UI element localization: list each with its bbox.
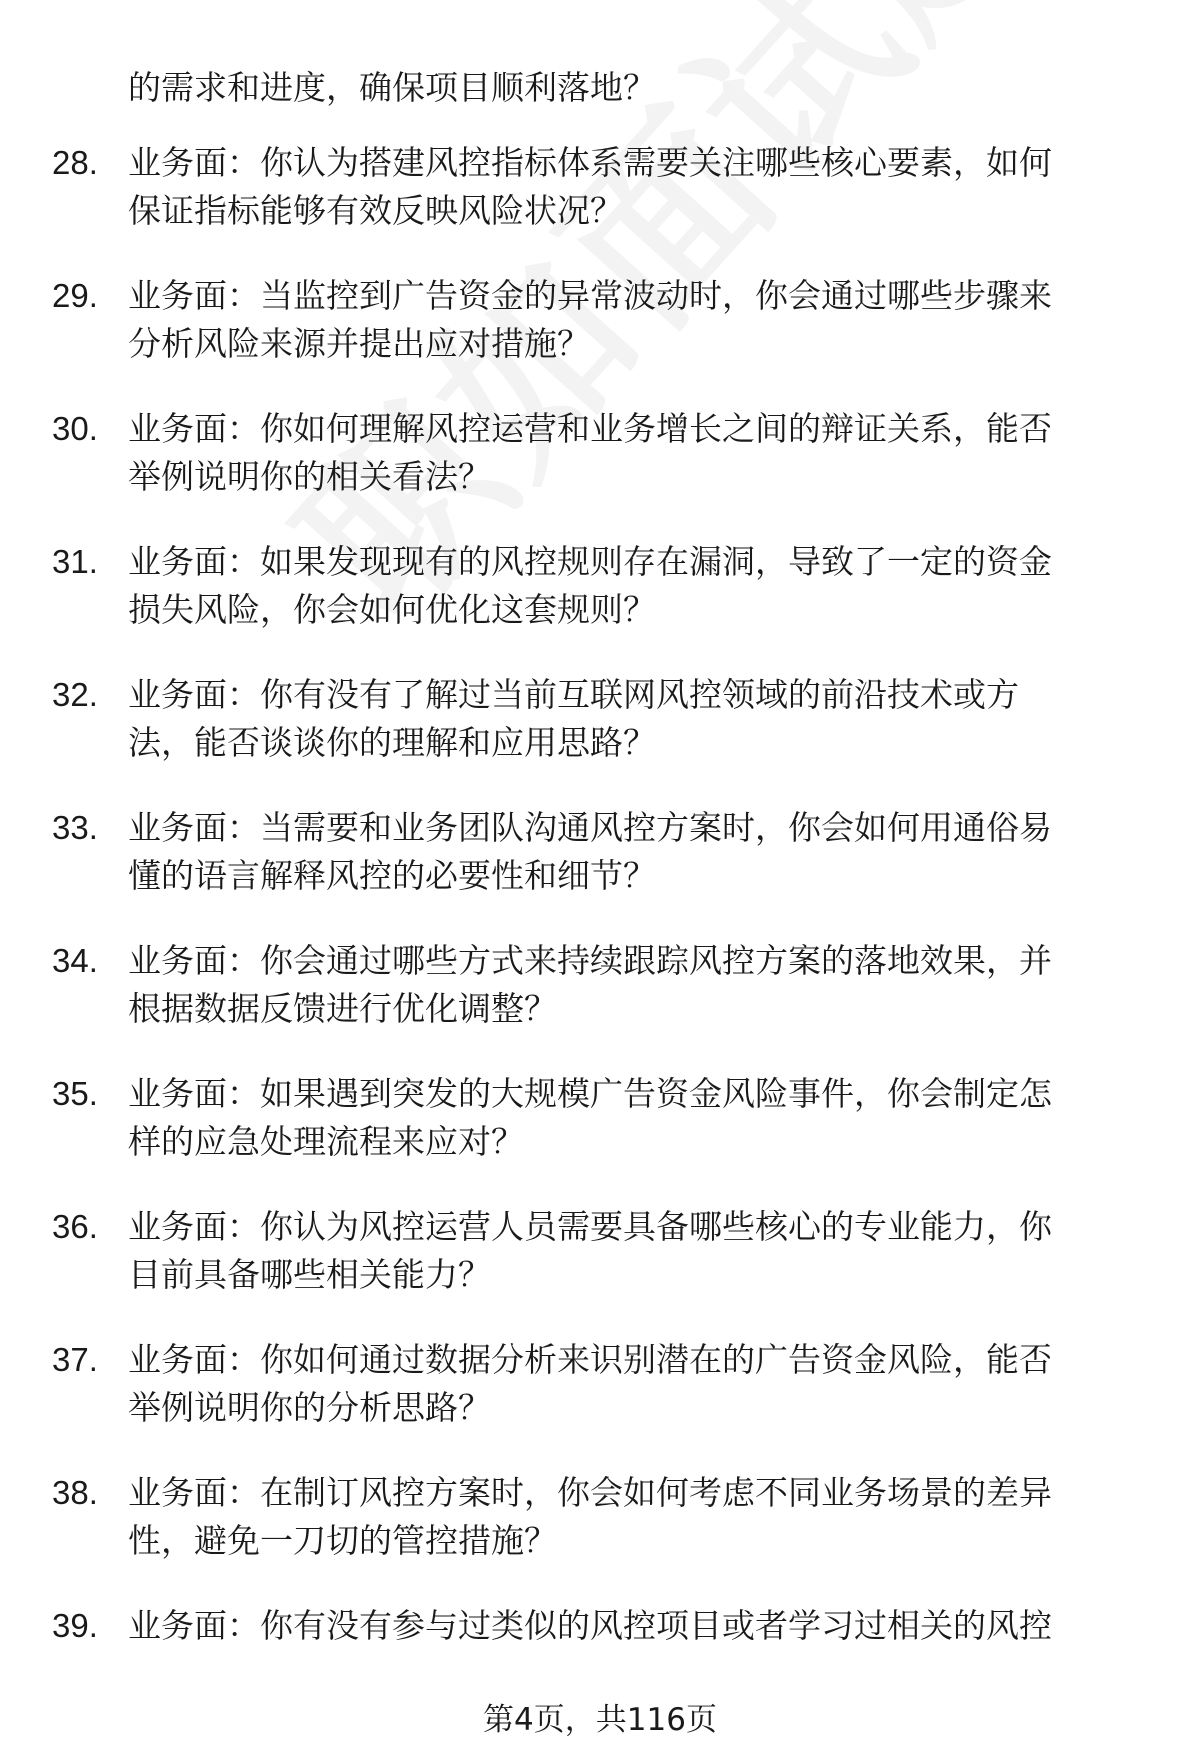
question-text-line: 业务面：如果遇到突发的大规模广告资金风险事件，你会制定怎: [128, 1074, 1052, 1113]
question-text-line: 业务面：当需要和业务团队沟通风控方案时，你会如何用通俗易: [128, 808, 1052, 847]
question-item: [52, 1203, 1152, 1299]
question-item: [52, 1336, 1152, 1432]
question-text-line: 业务面：你有没有参与过类似的风控项目或者学习过相关的风控: [128, 1606, 1052, 1645]
question-item: [52, 1602, 1152, 1650]
question-number: 32.: [52, 676, 98, 713]
question-text-line: 举例说明你的相关看法？: [128, 457, 491, 496]
question-item: [52, 937, 1152, 1033]
question-item: [52, 1469, 1152, 1565]
question-text-line: 业务面：你会通过哪些方式来持续跟踪风控方案的落地效果，并: [128, 941, 1052, 980]
question-number: 37.: [52, 1341, 98, 1378]
question-number: 31.: [52, 543, 98, 580]
question-number: 38.: [52, 1474, 98, 1511]
question-item: [52, 671, 1152, 767]
question-text-line: 业务面：你认为风控运营人员需要具备哪些核心的专业能力，你: [128, 1207, 1052, 1246]
question-number: 34.: [52, 942, 98, 979]
question-text-line: 样的应急处理流程来应对？: [128, 1122, 524, 1161]
question-text-line: 法，能否谈谈你的理解和应用思路？: [128, 723, 656, 762]
question-item: [52, 538, 1152, 634]
question-number: 29.: [52, 277, 98, 314]
question-text-line: 业务面：你有没有了解过当前互联网风控领域的前沿技术或方: [128, 675, 1019, 714]
question-number: 28.: [52, 144, 98, 181]
question-text-line: 业务面：当监控到广告资金的异常波动时，你会通过哪些步骤来: [128, 276, 1052, 315]
question-text-line: 保证指标能够有效反映风险状况？: [128, 191, 623, 230]
question-text-line: 举例说明你的分析思路？: [128, 1388, 491, 1427]
question-number: 33.: [52, 809, 98, 846]
question-item: [52, 804, 1152, 900]
question-item: [52, 272, 1152, 368]
question-text-line: 根据数据反馈进行优化调整？: [128, 989, 557, 1028]
question-text-line: 性，避免一刀切的管控措施？: [128, 1521, 557, 1560]
question-number: 39.: [52, 1607, 98, 1644]
question-text-line: 损失风险，你会如何优化这套规则？: [128, 590, 656, 629]
page-number-footer: 第4页，共116页: [483, 1702, 717, 1738]
question-item: [52, 1070, 1152, 1166]
question-text-line: 业务面：你如何通过数据分析来识别潜在的广告资金风险，能否: [128, 1340, 1052, 1379]
question-item: [52, 405, 1152, 501]
continued-question-text: 的需求和进度，确保项目顺利落地？: [128, 68, 656, 107]
question-text-line: 业务面：如果发现现有的风控规则存在漏洞，导致了一定的资金: [128, 542, 1052, 581]
question-text-line: 业务面：你如何理解风控运营和业务增长之间的辩证关系，能否: [128, 409, 1052, 448]
question-text-line: 目前具备哪些相关能力？: [128, 1255, 491, 1294]
question-text-line: 分析风险来源并提出应对措施？: [128, 324, 590, 363]
question-text-line: 懂的语言解释风控的必要性和细节？: [128, 856, 656, 895]
question-item: [52, 139, 1152, 235]
question-text-line: 业务面：你认为搭建风控指标体系需要关注哪些核心要素，如何: [128, 143, 1052, 182]
question-list: [52, 139, 1152, 1650]
question-text-line: 业务面：在制订风控方案时，你会如何考虑不同业务场景的差异: [128, 1473, 1052, 1512]
question-number: 30.: [52, 410, 98, 447]
question-number: 36.: [52, 1208, 98, 1245]
question-number: 35.: [52, 1075, 98, 1112]
